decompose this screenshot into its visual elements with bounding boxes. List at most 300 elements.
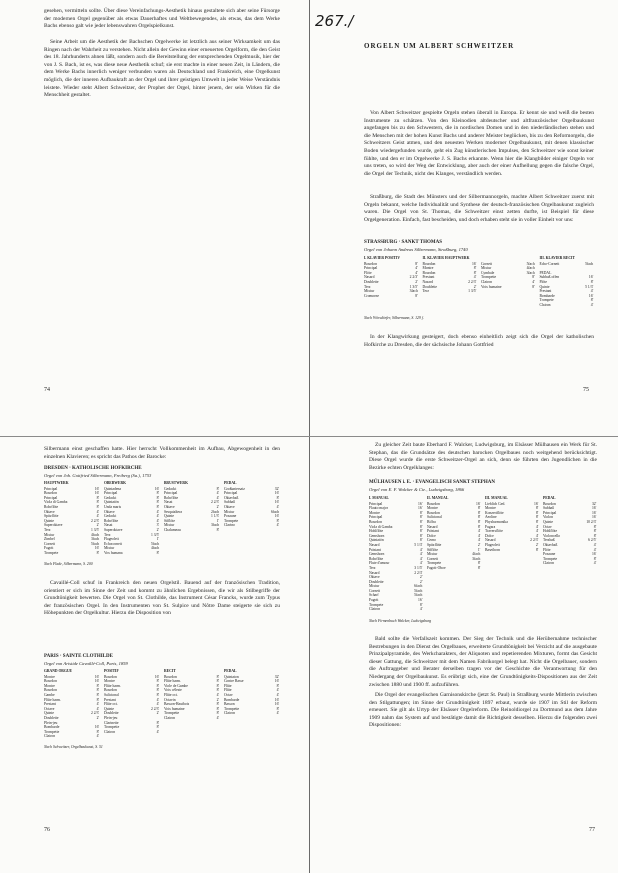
stop-name: Violoncello: [542, 533, 561, 538]
stop-name: Plein-jeu: [103, 715, 118, 720]
stop-pitch: 16': [274, 500, 280, 505]
stop-row: [104, 551, 159, 556]
stop-name: Clairon: [369, 607, 381, 612]
stop-column: [369, 496, 422, 612]
page-divider-horizontal: [0, 436, 618, 437]
stop-name: Clairon: [542, 561, 555, 566]
stop-name: Gedackt: [103, 495, 117, 500]
stop-pitch: 4': [593, 547, 597, 552]
stop-pitch: 8': [216, 486, 220, 491]
spec-title: PARIS · SAINTE CLOTHILDE: [44, 654, 113, 659]
stop-name: Violon: [542, 515, 553, 520]
stop-name: Bourdon: [44, 491, 57, 496]
stop-pitch: 16': [274, 679, 280, 684]
stop-name: Gambe: [44, 692, 55, 697]
stop-name: Mixtur: [426, 552, 438, 557]
stop-pitch: 3': [156, 523, 160, 528]
stop-pitch: 8': [535, 506, 539, 511]
stop-pitch: 4': [593, 542, 597, 547]
stop-name: Plein-jeu: [44, 720, 58, 725]
stop-name: Chalumeau: [163, 527, 181, 532]
stop-name: Trompette: [44, 729, 60, 734]
stop-pitch: 8': [96, 683, 100, 688]
stop-name: Mixtur: [364, 289, 375, 294]
stop-name: Bourdon: [426, 510, 440, 515]
stop-pitch: 4': [156, 702, 160, 707]
stop-name: Bourdon: [369, 519, 382, 524]
stop-name: Quinte: [44, 711, 55, 716]
stop-row: [44, 734, 99, 739]
stop-pitch: 16': [94, 486, 100, 491]
stop-pitch: 2 2/3': [151, 706, 160, 711]
stop-pitch: 2': [96, 523, 100, 528]
stop-name: Terz: [369, 565, 376, 570]
stop-pitch: 1': [156, 537, 160, 542]
paragraph: Bald sollte die Verfallszeit kommen. Der Sieg der Technik und die Herübernahme technischer Bestrebungen in den Dienst des Orgelbaues, erweiterte Grundtönigkeit bei Verzicht auf die ausgebaute Prinzipalpyramide, des Werkcharakters, der Aliquoten und repetierenden Mixturen, formt das Gesicht dieser Gattung, die Schweitzer mit dem Namen Fabrikorgel belegt hat. Nicht die Orgelbauer, sondern die Auftraggeber und Berater derselben tragen vor der Geschichte die Verantwortung für den Niedergang der Orgelbaukunst. Es erübrigt sich, eine der Grundtönigkeits-Dispositionen aus der Zeit zwischen 1880 und 1900 ff. aufzuführen.: [369, 636, 597, 688]
stop-row: [481, 285, 535, 290]
chapter-heading: ORGELN UM ALBERT SCHWEITZER: [364, 42, 515, 50]
stop-name: Voix humaine: [163, 706, 185, 711]
stop-name: Prestant: [44, 702, 56, 707]
stop-pitch: 8': [593, 524, 597, 529]
stop-name: Flöte: [542, 547, 551, 552]
stop-column-head: II. MANUAL: [426, 496, 449, 500]
stop-name: Fagott-Oboe: [426, 565, 446, 570]
stop-name: Basethorn: [484, 547, 500, 552]
stop-name: Rohrflöte: [163, 495, 179, 500]
spec-title: DRESDEN · KATHOLISCHE HOFKIRCHE: [44, 466, 142, 471]
stop-name: Scharf: [369, 593, 379, 598]
stop-pitch: 2 2/3': [530, 538, 539, 543]
stop-row: [224, 523, 279, 528]
stop-pitch: 5fach: [90, 541, 100, 546]
stop-column: [364, 256, 418, 308]
stop-pitch: 5fach: [150, 541, 160, 546]
stop-pitch: 8': [419, 602, 423, 607]
stop-name: Flageolett: [484, 542, 500, 547]
stop-name: Rohrflöte: [103, 518, 119, 523]
stop-pitch: 2 2/3': [91, 518, 100, 523]
stop-pitch: 4': [477, 529, 481, 534]
stop-name: Gedackt: [163, 486, 177, 491]
stop-name: Subbaß: [542, 506, 555, 511]
stop-pitch: 2fach: [210, 509, 220, 514]
stop-column: [481, 256, 535, 308]
stop-pitch: 2': [419, 579, 423, 584]
stop-pitch: 8': [477, 524, 481, 529]
stop-name: Cornett: [44, 541, 56, 546]
stop-pitch: 5fach: [414, 588, 423, 593]
stop-name: Trompete: [539, 298, 554, 303]
stop-name: Flûte harm.: [103, 683, 121, 688]
stop-pitch: 4': [415, 270, 418, 275]
stop-pitch: 4': [477, 533, 481, 538]
stop-name: Quinte: [542, 519, 553, 524]
stop-pitch: 8': [593, 556, 597, 561]
stop-pitch: 4': [96, 509, 100, 514]
stop-pitch: 1': [216, 518, 220, 523]
stop-column-head: PEDAL: [223, 481, 237, 485]
stop-pitch: 2': [419, 575, 423, 580]
page-77: [309, 436, 618, 873]
stop-pitch: 4fach: [150, 546, 160, 551]
spec-source-note: Nach Wörsdörfer, Silbermann, S. 129 f.: [364, 316, 424, 320]
stop-name: Nasat: [103, 523, 113, 528]
stop-pitch: 5 1/3': [585, 284, 594, 289]
stop-pitch: 16': [94, 546, 100, 551]
stop-name: Doublette: [369, 579, 384, 584]
stop-pitch: 4': [156, 514, 160, 519]
stop-list: [44, 481, 284, 556]
page-75: [309, 0, 618, 436]
stop-name: Quinte: [103, 706, 115, 711]
stop-pitch: 1 3/5': [91, 527, 100, 532]
stop-pitch: 8': [535, 510, 539, 515]
stop-name: Quinte: [44, 518, 55, 523]
stop-name: Quintadena: [103, 486, 121, 491]
stop-name: Viola di Gamba: [369, 524, 393, 529]
stop-name: Flöte: [364, 270, 372, 275]
stop-pitch: 16': [154, 486, 160, 491]
stop-pitch: 8': [477, 515, 481, 520]
stop-name: Quintaton: [223, 674, 239, 679]
stop-name: Oktave: [103, 509, 115, 514]
stop-pitch: 8': [216, 688, 220, 693]
stop-name: Subbaß offen: [539, 275, 560, 280]
stop-name: Clairon: [44, 734, 56, 739]
spec-subtitle: Orgel von Aristide Cavaillé-Coll, Paris, 1859: [44, 661, 128, 666]
stop-name: Nasard: [369, 542, 380, 547]
stop-pitch: 4': [156, 697, 160, 702]
stop-pitch: 16': [471, 261, 477, 266]
stop-pitch: 4': [216, 491, 220, 496]
stop-name: Mixtur: [44, 532, 55, 537]
stop-pitch: 8': [535, 515, 539, 520]
stop-name: Principal: [542, 510, 557, 515]
stop-pitch: 8': [535, 547, 539, 552]
stop-name: Cornett: [480, 261, 493, 266]
stop-name: Hohlflöte: [542, 529, 558, 534]
stop-pitch: 2': [535, 542, 539, 547]
stop-pitch: 5fach: [526, 261, 535, 266]
stop-name: Spitzflöte: [44, 514, 59, 519]
stop-pitch: 4': [216, 715, 220, 720]
stop-name: Cornett: [426, 556, 439, 561]
stop-pitch: 8': [96, 500, 100, 505]
stop-name: Bourdon: [364, 261, 377, 266]
stop-name: Principal: [44, 486, 58, 491]
page-number: 74: [44, 387, 50, 393]
stop-pitch: 3fach: [472, 556, 481, 561]
stop-name: Flûte: [223, 683, 232, 688]
stop-name: Contre Basse: [223, 679, 244, 684]
stop-column: [164, 481, 219, 556]
stop-list: [44, 669, 284, 739]
stop-name: Voix humaine: [480, 284, 502, 289]
stop-pitch: 4': [419, 556, 423, 561]
stop-name: Basson: [223, 702, 235, 707]
stop-pitch: 4': [419, 547, 423, 552]
stop-name: Posaune: [223, 514, 237, 519]
stop-pitch: 8': [419, 529, 423, 534]
stop-name: Octavin: [163, 697, 176, 702]
stop-row: [104, 730, 159, 735]
stop-pitch: 4': [590, 302, 594, 307]
stop-name: Clarinette: [103, 720, 119, 725]
stop-pitch: 10 2/3': [586, 519, 597, 524]
stop-pitch: 2 2/3': [211, 500, 220, 505]
stop-pitch: 8': [419, 524, 423, 529]
stop-pitch: 8': [156, 504, 160, 509]
stop-name: Bourdon: [163, 674, 177, 679]
stop-name: Biffra: [426, 519, 436, 524]
stop-name: Echocornett: [103, 541, 122, 546]
stop-pitch: 32': [274, 674, 280, 679]
stop-row: [364, 294, 418, 299]
page-number: 76: [44, 827, 50, 833]
stop-pitch: 4': [276, 523, 280, 528]
paragraph: In der Klangwirkung gesteigert, doch ebenso einheitlich zeigt sich die Orgel der katholischen Hofkirche zu Dresden, die der sächsische Johann Gottfried: [364, 334, 594, 348]
stop-name: Bourdon: [422, 270, 436, 275]
stop-pitch: 8': [532, 275, 535, 280]
stop-pitch: 16': [591, 552, 597, 557]
stop-row: [224, 711, 279, 716]
stop-pitch: 8': [96, 729, 100, 734]
stop-name: Montre: [44, 683, 55, 688]
stop-pitch: 16': [94, 725, 100, 730]
stop-name: Nasard: [484, 538, 496, 543]
stop-name: Flûte oct.: [163, 692, 178, 697]
stop-pitch: 2': [477, 542, 481, 547]
stop-pitch: 2': [156, 527, 160, 532]
stop-row: [422, 289, 476, 294]
stop-pitch: 8': [216, 527, 220, 532]
stop-name: Octave: [44, 706, 55, 711]
stop-column: [44, 669, 99, 739]
stop-row: [164, 528, 219, 533]
stop-pitch: 8': [415, 261, 418, 266]
stop-name: Viola di Gamba: [44, 500, 68, 505]
stop-pitch: 8': [216, 711, 220, 716]
stop-name: Prästant: [369, 547, 381, 552]
stop-pitch: 8': [96, 504, 100, 509]
stop-name: Nasard: [426, 524, 438, 529]
stop-column: [427, 496, 480, 612]
stop-column-head: III. KLAVIER RECIT: [539, 256, 575, 260]
stop-pitch: 8': [156, 500, 160, 505]
stop-name: Trompete: [369, 602, 384, 607]
stop-column-head: III. MANUAL: [484, 496, 508, 500]
stop-pitch: 4': [593, 561, 597, 566]
stop-name: Bourdon: [103, 688, 117, 693]
stop-pitch: 8': [419, 519, 423, 524]
stop-column-head: PEDAL: [542, 496, 556, 500]
stop-pitch: 32': [274, 486, 280, 491]
stop-pitch: 16': [418, 501, 423, 506]
stop-name: Quinte: [163, 514, 175, 519]
stop-column: [539, 256, 593, 308]
stop-pitch: 8': [216, 706, 220, 711]
stop-name: Superoktave: [44, 523, 63, 528]
stop-pitch: 16': [94, 491, 100, 496]
stop-name: Bombarde: [539, 293, 555, 298]
stop-pitch: 8': [276, 495, 280, 500]
stop-name: Mixtur: [103, 546, 115, 551]
stop-name: Oktave: [44, 509, 55, 514]
stop-name: Principal: [44, 495, 58, 500]
stop-pitch: 16': [94, 679, 100, 684]
stop-pitch: 8': [477, 565, 481, 570]
stop-pitch: 8': [156, 725, 160, 730]
stop-name: Mixtur: [163, 523, 175, 528]
stop-row: [164, 716, 219, 721]
stop-name: Clairon: [223, 711, 236, 716]
stop-pitch: 8': [593, 533, 597, 538]
stop-pitch: 8': [156, 491, 160, 496]
stop-pitch: 2': [216, 697, 220, 702]
stop-name: Bourdon: [103, 674, 117, 679]
stop-name: Trompette: [163, 711, 180, 716]
handwritten-note: 267./: [315, 12, 354, 30]
stop-name: Doublette: [44, 715, 59, 720]
stop-name: Basson-Hautbois: [163, 702, 190, 707]
stop-name: Konzertflöte: [484, 510, 504, 515]
stop-name: Traversflöte: [484, 529, 503, 534]
stop-pitch: 4': [473, 275, 477, 280]
stop-name: Bourdon: [542, 501, 556, 506]
stop-pitch: 1 1/3': [211, 514, 220, 519]
stop-column: [164, 669, 219, 739]
stop-name: Cymbale: [480, 270, 495, 275]
page-number: 75: [583, 387, 589, 393]
stop-name: Octav: [223, 692, 233, 697]
stop-pitch: 4': [477, 538, 481, 543]
stop-pitch: 2': [96, 715, 100, 720]
stop-pitch: 16': [274, 514, 280, 519]
stop-name: Salicional: [103, 692, 119, 697]
stop-pitch: 2': [415, 279, 418, 284]
stop-name: Montre: [369, 510, 380, 515]
stop-row: [485, 548, 538, 553]
stop-name: Clairon: [480, 279, 493, 284]
stop-pitch: 4': [156, 509, 160, 514]
stop-pitch: 5 1/3': [414, 542, 423, 547]
stop-name: Nasard: [364, 275, 375, 280]
stop-pitch: 16': [591, 506, 597, 511]
stop-column: [104, 669, 159, 739]
paragraph: Cavaillé-Coll schuf in Frankreich den neuen Orgelstil. Bauend auf der französischen Tradition, orientiert er sich im Sinne der Zeit und kommt zu ähnlichen Ergebnissen, die wir als Stilbegriffe der Grundtönigkeit bewerten. Die Orgel von St. Clothilde, das Instrument César Francks, wurde zum Typus der französischen Orgel. In den Instrumenten von St. Sulpice und Nôtre Dame steigerte sie sich zu Höhepunkten der Orgelkultur. Hierzu die Disposition von: [44, 580, 280, 617]
stop-column-head: I. MANUAL: [369, 496, 389, 500]
stop-pitch: 16': [418, 598, 423, 603]
stop-pitch: 16': [591, 515, 597, 520]
stop-name: Großuntersatz: [223, 486, 245, 491]
stop-pitch: 6 2/5': [588, 538, 597, 543]
stop-name: Clairon: [163, 715, 176, 720]
stop-pitch: 4': [156, 729, 160, 734]
stop-pitch: 4': [276, 711, 280, 716]
stop-pitch: 8': [216, 674, 220, 679]
stop-column-head: BRUSTWERK: [163, 481, 188, 485]
stop-column-head: PEDAL: [223, 669, 237, 673]
stop-column-head: HAUPTWERK: [44, 481, 69, 485]
stop-pitch: 6fach: [270, 509, 280, 514]
stop-row: [44, 551, 99, 556]
stop-pitch: 8': [216, 683, 220, 688]
stop-name: Trompete: [426, 561, 442, 566]
stop-pitch: 32': [591, 501, 597, 506]
stop-name: Bombarde: [44, 725, 60, 730]
stop-pitch: 4': [96, 706, 100, 711]
stop-name: Bombarde: [223, 697, 240, 702]
stop-column: [224, 481, 279, 556]
stop-list: [369, 496, 601, 612]
stop-name: Mixtur: [223, 509, 235, 514]
stop-name: Montre: [44, 674, 55, 679]
stop-pitch: 8': [473, 270, 477, 275]
stop-pitch: 8': [276, 706, 280, 711]
stop-column-head: [481, 256, 535, 261]
stop-name: Nasat: [163, 500, 173, 505]
stop-name: Montre: [422, 266, 434, 271]
spec-source-note: Nach Schweitzer, Orgelbaukunst, S. 51: [44, 745, 103, 749]
stop-name: Physharmonika: [484, 519, 508, 524]
stop-pitch: 1 3/5': [468, 289, 477, 294]
stop-column-head: GRAND ORGUE: [44, 669, 72, 673]
stop-name: Spitzflöte: [426, 542, 442, 547]
stop-pitch: 8': [156, 692, 160, 697]
stop-name: Subbaß: [223, 500, 236, 505]
stop-name: Terz: [103, 532, 111, 537]
stop-name: Vox humana: [103, 550, 123, 555]
stop-pitch: 8': [156, 683, 160, 688]
spec-subtitle: Orgel von E. F. Walcker & Cie., Ludwigsburg, 1866: [369, 487, 465, 492]
stop-pitch: 4fach: [526, 266, 535, 271]
stop-name: Mixtur: [369, 584, 380, 589]
stop-pitch: 8': [96, 495, 100, 500]
stop-name: Principal: [223, 491, 238, 496]
stop-name: Quintatön: [369, 538, 384, 543]
stop-name: Rohrflöte: [369, 556, 384, 561]
stop-pitch: 3fach: [210, 523, 220, 528]
stop-pitch: 4': [96, 702, 100, 707]
stop-name: Prestant: [422, 275, 435, 280]
spec-subtitle: Orgel von Johann Andreas Silbermann, Straßburg, 1740: [364, 247, 468, 252]
stop-pitch: 16': [588, 293, 594, 298]
stop-name: Flûte: [223, 688, 232, 693]
stop-pitch: 4': [419, 552, 423, 557]
stop-row: [369, 607, 422, 612]
paragraph: gesehen, vermitteln sollte. Über diese Vereinfachungs-Aesthetik hinaus gestaltete sich aber seine Fürsorge der modernen Orgel gegenüber als etwas Dauerhaftes und Weltbewegendes, als etwas, das dem Werke Bachs ebenso galt wie jeder lebenswahren Orgelspielkunst.: [44, 8, 280, 30]
stop-name: Cornett: [369, 588, 381, 593]
stop-name: Flûte oct.: [103, 702, 118, 707]
stop-name: Oktavbaß: [223, 495, 239, 500]
spec-subtitle: Orgel von Joh. Gottfried Silbermann, Freiberg (Sa.), 1753: [44, 473, 152, 478]
stop-name: Dolce: [426, 533, 436, 538]
stop-pitch: 2': [473, 284, 477, 289]
stop-pitch: 8': [593, 529, 597, 534]
stop-column-head: OBERWERK: [103, 481, 126, 485]
stop-name: Terz: [364, 284, 371, 289]
stop-name: Principal: [364, 266, 378, 271]
stop-row: [427, 566, 480, 571]
stop-name: Fagott: [44, 546, 54, 551]
stop-pitch: 8': [156, 720, 160, 725]
stop-name: Quintatön: [103, 500, 119, 505]
stop-name: Flauto major: [369, 506, 388, 511]
stop-name: Terz: [422, 289, 429, 294]
stop-name: Flöte: [539, 279, 548, 284]
stop-name: Oktave: [223, 504, 235, 509]
